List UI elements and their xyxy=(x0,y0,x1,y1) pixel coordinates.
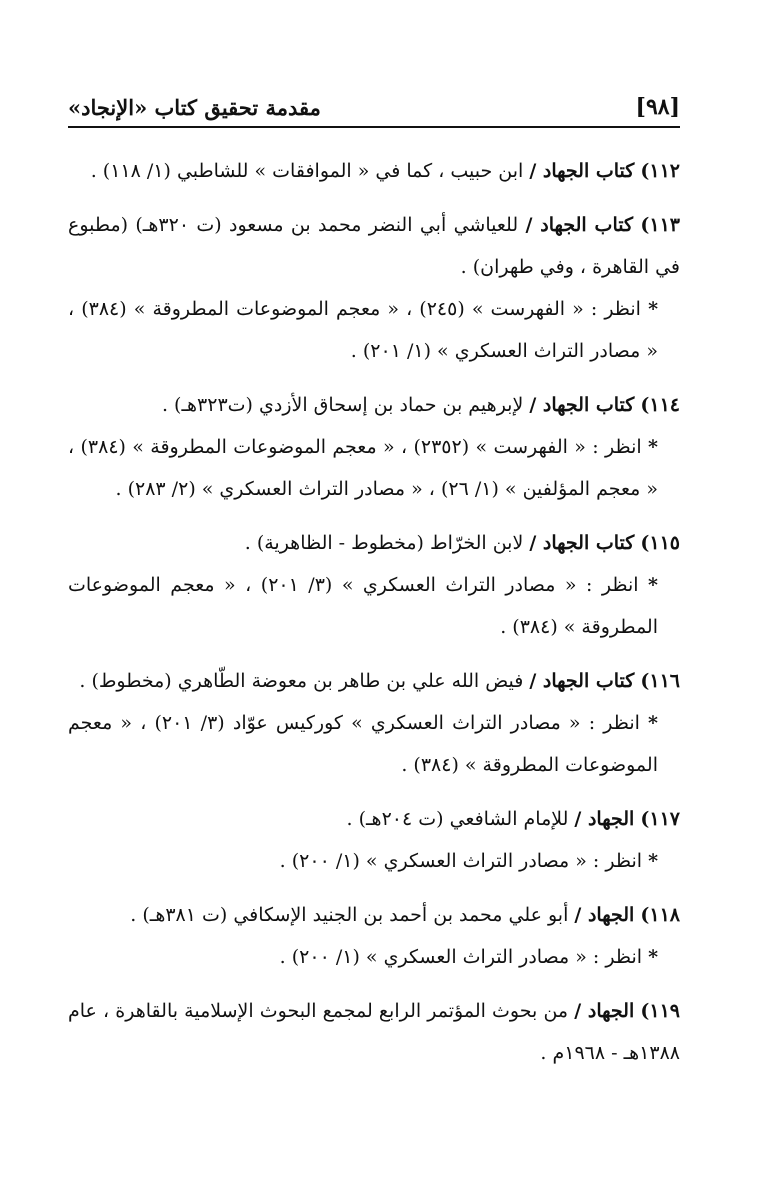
entry-text: للإمام الشافعي (ت ٢٠٤هـ) . xyxy=(346,808,569,830)
reference-marker: * xyxy=(648,850,658,872)
entry-reference xyxy=(68,288,680,372)
bibliography-entry xyxy=(68,150,680,192)
reference-marker: * xyxy=(648,298,658,320)
entry-number: ١١٦) xyxy=(640,670,680,692)
entry-text: ابن حبيب ، كما في « الموافقات » للشاطبي (١/ ١١٨) . xyxy=(90,160,524,182)
entry-title: الجهاد / xyxy=(574,808,635,830)
reference-text: انظر : « مصادر التراث العسكري » (١/ ٢٠٠) . xyxy=(279,850,643,872)
reference-text: انظر : « مصادر التراث العسكري » (١/ ٢٠٠) . xyxy=(279,946,643,968)
bibliography-entry xyxy=(68,384,680,510)
entry-title: كتاب الجهاد / xyxy=(529,532,635,554)
reference-text: انظر : « الفهرست » (٢٤٥) ، « معجم الموضوعات المطروقة » (٣٨٤) ، « مصادر التراث العسكري » (١/ ٢٠١) . xyxy=(68,298,658,362)
bibliography-list xyxy=(68,150,680,1086)
entry-reference xyxy=(68,702,680,786)
entry-number: ١١٢) xyxy=(640,160,680,182)
entry-number: ١١٥) xyxy=(640,532,680,554)
bibliography-entry xyxy=(68,204,680,372)
entry-reference xyxy=(68,936,680,978)
running-title: مقدمة تحقيق كتاب «الإنجاد» xyxy=(68,95,321,120)
page-header xyxy=(68,84,680,128)
entry-main-line xyxy=(68,204,680,288)
reference-marker: * xyxy=(648,712,658,734)
entry-main-line xyxy=(68,522,680,564)
entry-main-line xyxy=(68,990,680,1074)
entry-main-line xyxy=(68,660,680,702)
entry-number: ١١٧) xyxy=(640,808,680,830)
entry-reference xyxy=(68,840,680,882)
entry-main-line xyxy=(68,150,680,192)
entry-text: من بحوث المؤتمر الرابع لمجمع البحوث الإسلامية بالقاهرة ، عام ١٣٨٨هـ - ١٩٦٨م . xyxy=(68,1000,680,1064)
bibliography-entry xyxy=(68,990,680,1074)
entry-number: ١١٩) xyxy=(640,1000,680,1022)
entry-reference xyxy=(68,426,680,510)
page-number: [٩٨] xyxy=(635,94,680,120)
entry-number: ١١٨) xyxy=(640,904,680,926)
entry-title: كتاب الجهاد / xyxy=(529,670,635,692)
entry-text: أبو علي محمد بن أحمد بن الجنيد الإسكافي (ت ٣٨١هـ) . xyxy=(130,904,569,926)
bibliography-entry xyxy=(68,894,680,978)
entry-title: الجهاد / xyxy=(574,904,635,926)
entry-text: للعياشي أبي النضر محمد بن مسعود (ت ٣٢٠هـ) (مطبوع في القاهرة ، وفي طهران) . xyxy=(68,214,680,278)
entry-title: الجهاد / xyxy=(574,1000,635,1022)
reference-marker: * xyxy=(648,574,658,596)
reference-text: انظر : « مصادر التراث العسكري » كوركيس عوّاد (٣/ ٢٠١) ، « معجم الموضوعات المطروقة » (٣٨٤) . xyxy=(68,712,658,776)
bibliography-entry xyxy=(68,660,680,786)
entry-title: كتاب الجهاد / xyxy=(529,394,635,416)
entry-text: لإبرهيم بن حماد بن إسحاق الأزدي (ت٣٢٣هـ) . xyxy=(161,394,524,416)
entry-text: لابن الخرّاط (مخطوط - الظاهرية) . xyxy=(244,532,524,554)
entry-main-line xyxy=(68,894,680,936)
entry-text: فيض الله علي بن طاهر بن معوضة الطّاهري (مخطوط) . xyxy=(79,670,524,692)
entry-reference xyxy=(68,564,680,648)
entry-title: كتاب الجهاد / xyxy=(525,214,634,236)
entry-main-line xyxy=(68,798,680,840)
reference-marker: * xyxy=(648,436,658,458)
reference-marker: * xyxy=(648,946,658,968)
bibliography-entry xyxy=(68,798,680,882)
entry-number: ١١٣) xyxy=(640,214,680,236)
entry-number: ١١٤) xyxy=(640,394,680,416)
reference-text: انظر : « الفهرست » (٢٣٥٢) ، « معجم الموضوعات المطروقة » (٣٨٤) ، « معجم المؤلفين » (١/ ٢٦) ، « مصادر التراث العسكري » (٢/ ٢٨٣) . xyxy=(68,436,658,500)
entry-title: كتاب الجهاد / xyxy=(529,160,635,182)
entry-main-line xyxy=(68,384,680,426)
bibliography-entry xyxy=(68,522,680,648)
reference-text: انظر : « مصادر التراث العسكري » (٣/ ٢٠١) ، « معجم الموضوعات المطروقة » (٣٨٤) . xyxy=(68,574,658,638)
